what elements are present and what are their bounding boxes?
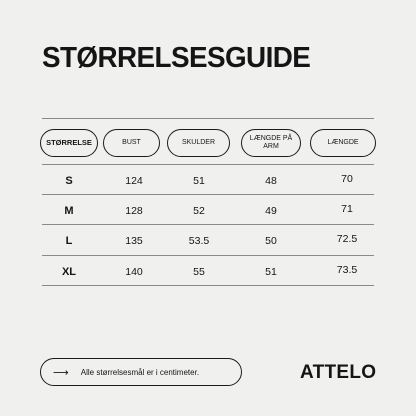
header-bust: BUST bbox=[103, 129, 160, 157]
header-size: STØRRELSE bbox=[40, 129, 98, 157]
arm-length-cell: 50 bbox=[265, 235, 277, 247]
divider bbox=[42, 164, 374, 165]
measurement-note bbox=[40, 358, 242, 386]
brand-logo: ATTELO bbox=[300, 362, 377, 383]
length-cell: 71 bbox=[341, 203, 353, 215]
shoulder-cell: 51 bbox=[193, 175, 205, 187]
arrow-right-icon: ⟶ bbox=[53, 366, 69, 379]
header-length: LÆNGDE bbox=[310, 129, 376, 157]
header-arm-length: LÆNGDE PÅ ARM bbox=[241, 129, 301, 157]
divider bbox=[42, 118, 374, 119]
length-cell: 72.5 bbox=[336, 233, 358, 245]
divider bbox=[42, 285, 374, 286]
page-title: STØRRELSESGUIDE bbox=[42, 42, 311, 74]
bust-cell: 128 bbox=[125, 205, 143, 217]
divider bbox=[42, 255, 374, 256]
header-shoulder: SKULDER bbox=[167, 129, 230, 157]
size-cell: M bbox=[64, 205, 74, 217]
divider bbox=[42, 194, 374, 195]
arm-length-cell: 51 bbox=[265, 266, 277, 278]
bust-cell: 140 bbox=[125, 266, 143, 278]
shoulder-cell: 53.5 bbox=[188, 235, 210, 247]
note-text: Alle størrelsesmål er i centimeter. bbox=[80, 367, 200, 377]
size-cell: L bbox=[65, 235, 73, 247]
arm-length-cell: 48 bbox=[265, 175, 277, 187]
length-cell: 73.5 bbox=[336, 264, 358, 276]
shoulder-cell: 52 bbox=[193, 205, 205, 217]
size-cell: S bbox=[65, 175, 73, 187]
length-cell: 70 bbox=[341, 173, 353, 185]
size-cell: XL bbox=[61, 266, 77, 278]
shoulder-cell: 55 bbox=[193, 266, 205, 278]
arm-length-cell: 49 bbox=[265, 205, 277, 217]
bust-cell: 135 bbox=[125, 235, 143, 247]
bust-cell: 124 bbox=[125, 175, 143, 187]
divider bbox=[42, 224, 374, 225]
